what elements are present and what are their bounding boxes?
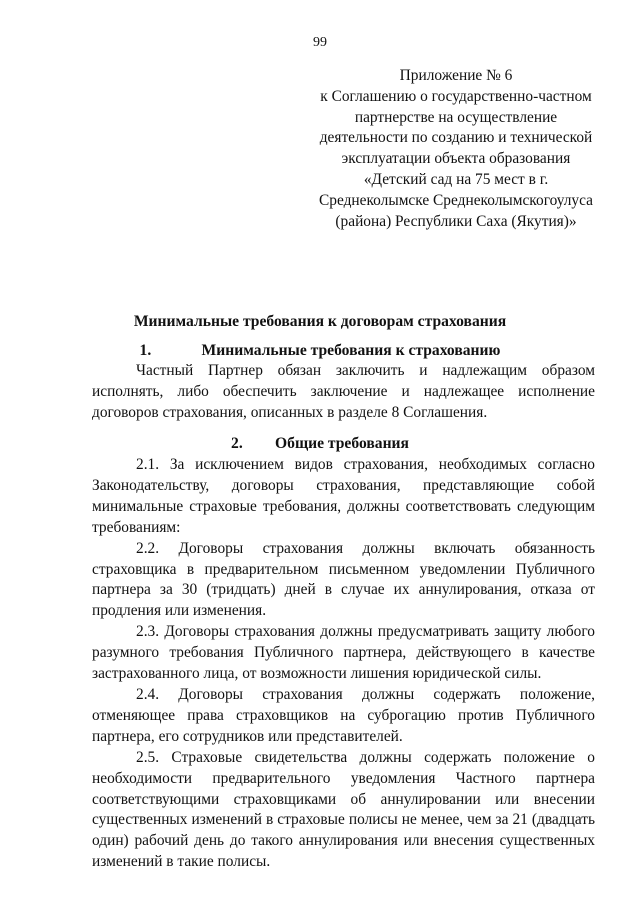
section-heading-1 (0, 341, 640, 361)
section-2-body (92, 455, 595, 873)
appendix-caption (306, 66, 606, 232)
paragraph-2-4: 2.4. Договоры страхования должны содержать положение, отменяющее права страховщиков на суброгацию против Публичного партнера, его сотрудников или представителей. (92, 685, 595, 745)
document-title: Минимальные требования к договорам страхования (133, 313, 507, 330)
paragraph-2-2: 2.2. Договоры страхования должны включать обязанность страховщика в предварительном письменном уведомлении Публичного партнера за 30 (тридцать) дней в случае их аннулирования, отказа от продления или изменения. (92, 539, 595, 620)
paragraph-2-3: 2.3. Договоры страхования должны предусматривать защиту любого разумного требования Публичного партнера, действующего в качестве застрахованного лица, от возможности лишения юридической силы. (92, 623, 595, 683)
section-number: 1. (139, 342, 152, 359)
appendix-line: Среднеколымске Среднеколымскогоулуса (319, 191, 593, 209)
section-1-body (92, 361, 595, 424)
appendix-line: эксплуатации объекта образования (341, 150, 571, 168)
appendix-line: Приложение № 6 (399, 67, 513, 84)
appendix-line: (района) Республики Саха (Якутия)» (335, 212, 577, 230)
paragraph-2-5: 2.5. Страховые свидетельства должны содержать положение о необходимости предварительного уведомления Частного партнера соответствующими страховщиками об аннулировании или внесении существенных изменений в страховые полисы не менее, чем за 21 (двадцать один) рабочий день до такого аннулирования или внесения существенных изменений в такие полисы. (92, 748, 595, 871)
appendix-line: деятельности по созданию и технической (319, 129, 593, 147)
section-number: 2. (231, 435, 243, 452)
paragraph-2-1: 2.1. За исключением видов страхования, необходимых согласно Законодательству, договоры страхования, представляющие собой минимальные страховые требования, должны соответствовать следующим требованиям: (92, 456, 595, 536)
paragraph: Частный Партнер обязан заключить и надлежащим образом исполнять, либо обеспечить заключение и надлежащее исполнение договоров страхования, описанных в разделе 8 Соглашения. (92, 362, 595, 421)
section-heading-text: Минимальные требования к страхованию (201, 342, 501, 359)
appendix-line: партнерстве на осуществление (354, 108, 558, 126)
section-heading-text: Общие требования (275, 435, 409, 452)
page-number: 99 (313, 35, 327, 50)
appendix-line: «Детский сад на 75 мест в г. (363, 170, 549, 188)
section-heading-2 (0, 434, 640, 454)
appendix-line: к Соглашению о государственно-частном (320, 87, 592, 105)
